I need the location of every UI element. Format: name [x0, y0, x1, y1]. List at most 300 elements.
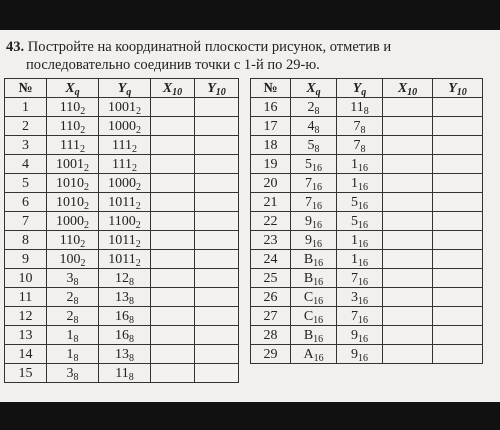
col-header-yq [99, 79, 151, 98]
cell-x10-blank [151, 364, 195, 383]
cell-x10-blank [151, 288, 195, 307]
cell-y10-blank [195, 364, 239, 383]
cell-no [251, 345, 291, 364]
col-header-x10-label: X [162, 80, 173, 96]
cell-no [251, 155, 291, 174]
cell-xq-value: 5 [305, 156, 312, 172]
cell-no [5, 174, 47, 193]
cell-x10-blank [151, 193, 195, 212]
cell-yq-value: 11 [115, 365, 129, 381]
cell-yq-base: 8 [129, 333, 134, 345]
cell-no [5, 193, 47, 212]
cell-yq-value: 1001 [108, 99, 136, 115]
cell-yq-value: 1000 [108, 118, 136, 134]
task-number: 43. [6, 39, 25, 55]
cell-no [5, 345, 47, 364]
cell-no [251, 250, 291, 269]
cell-x10-blank [383, 193, 433, 212]
cell-no [251, 288, 291, 307]
cell-yq [99, 307, 151, 326]
cell-xq-value: C [303, 289, 314, 305]
cell-xq [47, 98, 99, 117]
cell-no-value: 26 [263, 289, 278, 305]
cell-xq-base: 16 [312, 181, 322, 193]
cell-y10-blank [195, 136, 239, 155]
cell-yq-value: 1000 [108, 175, 136, 191]
cell-xq-value: 111 [60, 137, 80, 153]
cell-xq-base: 8 [314, 105, 320, 117]
cell-xq-base: 2 [84, 162, 89, 174]
cell-yq-base: 16 [358, 181, 368, 193]
cell-no [251, 269, 291, 288]
cell-xq-value: 100 [59, 251, 81, 267]
cell-xq [47, 288, 99, 307]
cell-yq-value: 12 [115, 270, 129, 286]
cell-x10-blank [151, 307, 195, 326]
cell-xq-value: 1 [66, 346, 74, 362]
cell-xq [47, 212, 99, 231]
cell-yq-value: 7 [351, 270, 358, 286]
cell-no [5, 117, 47, 136]
col-header-yq-label: Y [352, 80, 362, 96]
col-header-x10 [383, 79, 433, 98]
cell-yq-base: 16 [358, 162, 368, 174]
cell-yq-value: 9 [351, 346, 358, 362]
cell-no [5, 212, 47, 231]
col-header-yq-sub: q [361, 86, 367, 98]
cell-x10-blank [383, 98, 433, 117]
col-header-y10 [433, 79, 483, 98]
cell-no-value: 27 [263, 308, 278, 324]
cell-yq-value: 1011 [108, 194, 136, 210]
cell-yq-value: 1 [351, 175, 358, 191]
cell-xq-base: 16 [313, 257, 324, 269]
cell-no-value: 18 [263, 137, 278, 153]
cell-yq [99, 174, 151, 193]
cell-xq [47, 307, 99, 326]
cell-y10-blank [195, 269, 239, 288]
col-header-xq [47, 79, 99, 98]
table-row [5, 174, 239, 193]
cell-x10-blank [383, 345, 433, 364]
cell-yq-value: 7 [353, 137, 361, 153]
table-row [251, 117, 483, 136]
col-header-x10-label: X [397, 80, 408, 96]
cell-xq-base: 8 [314, 143, 320, 155]
cell-xq [291, 155, 337, 174]
col-header-x10 [151, 79, 195, 98]
cell-yq-value: 111 [112, 137, 132, 153]
cell-xq-base: 16 [313, 295, 324, 307]
cell-xq [47, 136, 99, 155]
cell-no-value: 23 [263, 232, 278, 248]
cell-y10-blank [195, 345, 239, 364]
cell-yq-base: 16 [358, 257, 368, 269]
cell-yq [337, 136, 383, 155]
cell-yq-base: 16 [358, 295, 368, 307]
cell-xq [291, 174, 337, 193]
cell-xq-value: 2 [307, 99, 315, 115]
cell-xq-value: 7 [305, 194, 312, 210]
cell-no-value: 13 [18, 327, 33, 343]
table-row [251, 212, 483, 231]
cell-yq-base: 2 [131, 162, 137, 174]
cell-xq-base: 8 [314, 124, 320, 136]
task-line-2: последовательно соединив точки с 1-й по 29-ю. [26, 57, 320, 73]
cell-x10-blank [151, 231, 195, 250]
cell-no-value: 11 [18, 289, 33, 305]
cell-xq [47, 117, 99, 136]
cell-x10-blank [151, 212, 195, 231]
cell-no [5, 364, 47, 383]
cell-x10-blank [383, 326, 433, 345]
table-row [5, 269, 239, 288]
cell-no [251, 136, 291, 155]
col-header-y10-sub: 10 [215, 86, 226, 98]
points-table-left [4, 78, 239, 383]
cell-x10-blank [151, 174, 195, 193]
cell-y10-blank [433, 345, 483, 364]
cell-x10-blank [151, 155, 195, 174]
cell-yq [337, 307, 383, 326]
table-row [5, 364, 239, 383]
cell-yq [99, 136, 151, 155]
cell-y10-blank [195, 307, 239, 326]
cell-y10-blank [195, 98, 239, 117]
cell-yq [99, 231, 151, 250]
cell-no [251, 117, 291, 136]
cell-yq-value: 1 [351, 232, 358, 248]
cell-yq [99, 212, 151, 231]
cell-xq [47, 155, 99, 174]
table-row [251, 231, 483, 250]
cell-yq-base: 2 [135, 219, 141, 231]
col-header-yq-sub: q [126, 86, 132, 98]
col-header-xq-label: X [306, 80, 316, 96]
cell-no-value: 10 [18, 270, 33, 286]
cell-no-value: 1 [22, 99, 29, 115]
cell-y10-blank [433, 231, 483, 250]
cell-yq-base: 16 [358, 200, 368, 212]
cell-yq-value: 16 [115, 327, 129, 343]
col-header-y10 [195, 79, 239, 98]
cell-xq-base: 2 [80, 124, 86, 136]
cell-xq-base: 2 [80, 238, 86, 250]
cell-no [5, 326, 47, 345]
cell-xq [47, 345, 99, 364]
cell-no-value: 7 [22, 213, 29, 229]
table-row [251, 174, 483, 193]
cell-xq-value: 2 [66, 289, 74, 305]
points-table-right [250, 78, 483, 364]
cell-xq-value: 7 [305, 175, 312, 191]
cell-xq-value: B [303, 327, 314, 343]
col-header-x10-sub: 10 [172, 86, 183, 98]
cell-yq-base: 8 [363, 105, 369, 117]
cell-yq-value: 7 [353, 118, 361, 134]
cell-yq [337, 345, 383, 364]
cell-xq-base: 16 [312, 162, 322, 174]
cell-xq-value: 110 [59, 232, 81, 248]
col-header-xq-sub: q [315, 86, 321, 98]
cell-yq-base: 8 [129, 276, 134, 288]
cell-yq [99, 117, 151, 136]
cell-yq-base: 16 [358, 314, 368, 326]
cell-no [5, 250, 47, 269]
cell-x10-blank [151, 117, 195, 136]
cell-yq-base: 16 [358, 219, 368, 231]
cell-yq-value: 16 [115, 308, 129, 324]
cell-x10-blank [151, 326, 195, 345]
cell-yq-base: 2 [131, 143, 137, 155]
cell-yq [337, 288, 383, 307]
col-header-yq [337, 79, 383, 98]
cell-xq-base: 16 [313, 333, 324, 345]
table-row [5, 136, 239, 155]
cell-y10-blank [433, 288, 483, 307]
cell-no-value: 24 [263, 251, 278, 267]
cell-xq-base: 16 [312, 200, 322, 212]
cell-yq-base: 2 [136, 124, 141, 136]
cell-xq-base: 8 [73, 314, 79, 326]
cell-xq-base: 2 [84, 200, 89, 212]
table-row [5, 326, 239, 345]
cell-y10-blank [195, 117, 239, 136]
cell-xq-value: 3 [66, 270, 74, 286]
cell-xq-value: 9 [305, 213, 312, 229]
cell-yq [99, 193, 151, 212]
cell-no [5, 136, 47, 155]
textbook-page [0, 30, 500, 402]
cell-x10-blank [151, 345, 195, 364]
cell-no [5, 288, 47, 307]
cell-no [251, 307, 291, 326]
cell-xq-base: 16 [313, 314, 324, 326]
cell-no [251, 193, 291, 212]
cell-no-value: 6 [22, 194, 29, 210]
cell-xq [291, 269, 337, 288]
cell-yq-base: 8 [360, 143, 366, 155]
cell-yq-base: 2 [135, 257, 141, 269]
cell-yq [99, 364, 151, 383]
table-row [251, 269, 483, 288]
cell-xq [291, 326, 337, 345]
table-row [5, 117, 239, 136]
cell-x10-blank [151, 269, 195, 288]
cell-yq-base: 16 [358, 238, 368, 250]
cell-y10-blank [195, 326, 239, 345]
cell-xq-value: B [303, 270, 314, 286]
cell-xq-value: 1 [66, 327, 74, 343]
table-row [251, 288, 483, 307]
cell-xq-value: 5 [307, 137, 315, 153]
cell-xq-value: 4 [307, 118, 315, 134]
cell-yq-value: 111 [112, 156, 132, 172]
cell-y10-blank [433, 136, 483, 155]
cell-yq [337, 98, 383, 117]
cell-yq-base: 16 [358, 276, 368, 288]
cell-no-value: 29 [263, 346, 278, 362]
cell-xq [47, 250, 99, 269]
cell-xq-base: 8 [73, 371, 79, 383]
cell-x10-blank [151, 250, 195, 269]
table-row [5, 250, 239, 269]
cell-yq [337, 117, 383, 136]
cell-yq [99, 269, 151, 288]
cell-y10-blank [195, 193, 239, 212]
col-header-no: № [5, 79, 47, 98]
cell-yq-base: 16 [358, 333, 368, 345]
cell-xq-base: 2 [79, 143, 85, 155]
cell-yq [99, 155, 151, 174]
cell-yq [337, 269, 383, 288]
cell-xq [47, 193, 99, 212]
cell-yq-base: 16 [358, 352, 368, 364]
cell-x10-blank [383, 250, 433, 269]
cell-xq-base: 8 [73, 295, 79, 307]
cell-no-value: 4 [22, 156, 29, 172]
cell-xq-value: 1000 [56, 213, 84, 229]
cell-xq [291, 307, 337, 326]
cell-y10-blank [195, 212, 239, 231]
cell-xq-base: 16 [313, 352, 324, 364]
table-row [251, 307, 483, 326]
cell-yq [337, 231, 383, 250]
cell-yq-base: 2 [136, 105, 141, 117]
cell-yq [99, 345, 151, 364]
cell-xq [291, 288, 337, 307]
cell-no [5, 231, 47, 250]
cell-y10-blank [433, 307, 483, 326]
cell-xq-value: 1001 [56, 156, 84, 172]
table-header-row [251, 79, 483, 98]
cell-yq-base: 8 [129, 295, 134, 307]
cell-xq-value: 1010 [56, 194, 84, 210]
cell-xq-value: A [303, 346, 314, 362]
cell-yq-base: 2 [136, 181, 141, 193]
cell-x10-blank [383, 288, 433, 307]
cell-no-value: 9 [22, 251, 29, 267]
cell-no-value: 21 [263, 194, 278, 210]
cell-xq [291, 345, 337, 364]
cell-yq-value: 1 [351, 156, 358, 172]
cell-yq [99, 98, 151, 117]
table-row [251, 345, 483, 364]
cell-no-value: 14 [18, 346, 33, 362]
cell-no-value: 3 [22, 137, 29, 153]
table-row [5, 231, 239, 250]
cell-yq-value: 1 [351, 251, 358, 267]
cell-xq [47, 364, 99, 383]
cell-no-value: 8 [22, 232, 29, 248]
cell-y10-blank [433, 117, 483, 136]
cell-no-value: 25 [263, 270, 278, 286]
table-row [251, 136, 483, 155]
cell-yq [99, 250, 151, 269]
col-header-y10-label: Y [448, 80, 457, 96]
task-line-1 [6, 38, 494, 56]
cell-yq-base: 8 [129, 352, 134, 364]
cell-xq-value: C [303, 308, 314, 324]
col-header-xq-label: X [65, 80, 75, 96]
cell-yq-value: 1100 [108, 213, 136, 229]
col-header-xq-sub: q [74, 86, 80, 98]
table-row [251, 155, 483, 174]
cell-no-value: 15 [18, 365, 33, 381]
cell-yq-value: 13 [115, 289, 129, 305]
cell-xq [47, 269, 99, 288]
cell-xq-value: 110 [59, 99, 81, 115]
cell-no [5, 98, 47, 117]
cell-xq-base: 16 [312, 238, 322, 250]
cell-yq-value: 11 [350, 99, 364, 115]
cell-yq-value: 13 [115, 346, 129, 362]
cell-no [5, 307, 47, 326]
cell-y10-blank [195, 231, 239, 250]
cell-xq [291, 136, 337, 155]
cell-no-value: 17 [263, 118, 278, 134]
cell-y10-blank [433, 326, 483, 345]
cell-yq [337, 326, 383, 345]
col-header-y10-label: Y [207, 80, 216, 96]
cell-x10-blank [151, 98, 195, 117]
cell-no-value: 28 [263, 327, 278, 343]
table-row [5, 212, 239, 231]
cell-x10-blank [383, 269, 433, 288]
cell-yq-base: 2 [135, 238, 141, 250]
cell-no [251, 174, 291, 193]
cell-y10-blank [195, 250, 239, 269]
cell-yq-value: 3 [351, 289, 358, 305]
cell-x10-blank [383, 117, 433, 136]
cell-yq-value: 7 [351, 308, 358, 324]
cell-yq [337, 174, 383, 193]
cell-no-value: 16 [263, 99, 278, 115]
cell-xq-base: 8 [73, 333, 79, 345]
cell-y10-blank [433, 193, 483, 212]
cell-xq-value: B [303, 251, 314, 267]
cell-no [5, 269, 47, 288]
cell-xq [291, 212, 337, 231]
table-row [251, 193, 483, 212]
task-text [6, 38, 494, 74]
cell-yq [99, 326, 151, 345]
cell-yq-value: 1011 [108, 232, 136, 248]
cell-xq [291, 193, 337, 212]
table-row [5, 345, 239, 364]
table-header-row [5, 79, 239, 98]
cell-y10-blank [433, 269, 483, 288]
cell-yq-value: 1011 [108, 251, 136, 267]
table-row [5, 155, 239, 174]
table-row [5, 307, 239, 326]
cell-y10-blank [195, 174, 239, 193]
cell-xq [291, 117, 337, 136]
cell-xq-value: 2 [66, 308, 74, 324]
cell-no-value: 2 [22, 118, 29, 134]
cell-yq-value: 5 [351, 194, 358, 210]
cell-xq [291, 231, 337, 250]
table-row [251, 326, 483, 345]
col-header-y10-sub: 10 [456, 86, 467, 98]
table-row [5, 193, 239, 212]
cell-yq-value: 9 [351, 327, 358, 343]
cell-xq [47, 231, 99, 250]
cell-yq [337, 155, 383, 174]
cell-no [251, 98, 291, 117]
cell-xq-base: 16 [312, 219, 322, 231]
cell-y10-blank [433, 98, 483, 117]
